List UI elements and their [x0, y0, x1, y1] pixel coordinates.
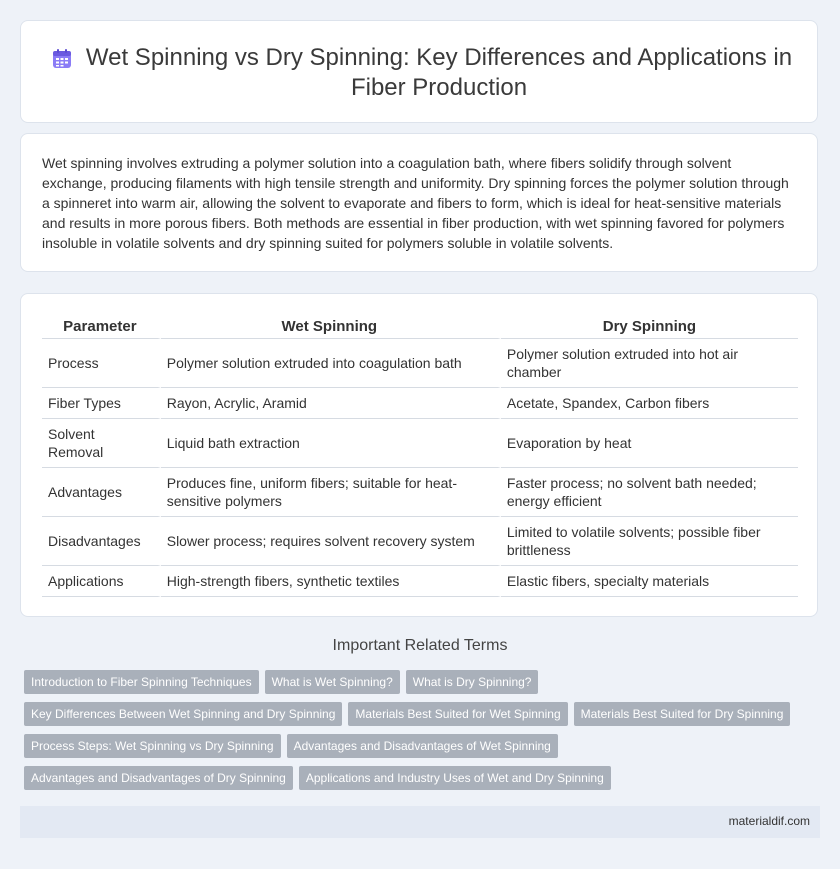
table-row	[42, 339, 798, 388]
row-parameter: Advantages	[42, 468, 161, 517]
related-term-tag[interactable]: Key Differences Between Wet Spinning and Dry Spinning	[24, 702, 342, 726]
row-dry-value: Evaporation by heat	[501, 419, 798, 468]
row-dry-value: Elastic fibers, specialty materials	[501, 566, 798, 597]
table-row	[42, 468, 798, 517]
row-wet-value: Produces fine, uniform fibers; suitable for heat-sensitive polymers	[161, 468, 501, 517]
row-dry-value: Faster process; no solvent bath needed; energy efficient	[501, 468, 798, 517]
row-dry-value: Limited to volatile solvents; possible fiber brittleness	[501, 517, 798, 566]
table-row	[42, 566, 798, 597]
related-term-tag[interactable]: Materials Best Suited for Wet Spinning	[348, 702, 567, 726]
row-wet-value: Slower process; requires solvent recovery system	[161, 517, 501, 566]
intro-paragraph: Wet spinning involves extruding a polymer solution into a coagulation bath, where fibers solidify through solvent exchange, producing filaments with high tensile strength and uniformity. Dry spinning forces the polymer solution through a spinneret into warm air, allowing the solvent to evaporate and fibers to form, which is ideal for heat-sensitive materials and results in more porous fibers. Both methods are essential in fiber production, with wet spinning favored for polymers insoluble in volatile solvents and dry spinning suited for polymers soluble in volatile solvents.	[42, 155, 789, 251]
related-term-tag[interactable]: What is Dry Spinning?	[406, 670, 539, 694]
related-term-tag[interactable]: Advantages and Disadvantages of Wet Spinning	[287, 734, 558, 758]
comparison-card	[20, 293, 818, 617]
related-terms-list	[24, 670, 804, 798]
related-term-tag[interactable]: Applications and Industry Uses of Wet and Dry Spinning	[299, 766, 611, 790]
title-card	[20, 20, 818, 123]
header-dry-spinning: Dry Spinning	[501, 314, 798, 339]
header-parameter: Parameter	[42, 314, 161, 339]
table-header-row	[42, 314, 798, 339]
footer-site-link[interactable]: materialdif.com	[728, 814, 810, 828]
related-term-tag[interactable]: Introduction to Fiber Spinning Techniques	[24, 670, 259, 694]
table-row	[42, 419, 798, 468]
row-parameter: Disadvantages	[42, 517, 161, 566]
row-parameter: Fiber Types	[42, 388, 161, 419]
related-term-tag[interactable]: What is Wet Spinning?	[265, 670, 400, 694]
row-dry-value: Acetate, Spandex, Carbon fibers	[501, 388, 798, 419]
table-row	[42, 517, 798, 566]
intro-card	[20, 133, 818, 272]
row-wet-value: Liquid bath extraction	[161, 419, 501, 468]
related-term-tag[interactable]: Advantages and Disadvantages of Dry Spinning	[24, 766, 293, 790]
related-term-tag[interactable]: Materials Best Suited for Dry Spinning	[574, 702, 791, 726]
row-wet-value: Rayon, Acrylic, Aramid	[161, 388, 501, 419]
table-row	[42, 388, 798, 419]
row-dry-value: Polymer solution extruded into hot air chamber	[501, 339, 798, 388]
page-title: Wet Spinning vs Dry Spinning: Key Differences and Applications in Fiber Production	[85, 44, 793, 101]
footer	[20, 806, 820, 838]
related-terms-heading: Important Related Terms	[332, 637, 508, 654]
header-wet-spinning: Wet Spinning	[161, 314, 501, 339]
row-parameter: Process	[42, 339, 161, 388]
related-term-tag[interactable]: Process Steps: Wet Spinning vs Dry Spinning	[24, 734, 281, 758]
row-wet-value: Polymer solution extruded into coagulation bath	[161, 339, 501, 388]
row-parameter: Applications	[42, 566, 161, 597]
comparison-table	[42, 314, 798, 597]
row-wet-value: High-strength fibers, synthetic textiles	[161, 566, 501, 597]
row-parameter: Solvent Removal	[42, 419, 161, 468]
